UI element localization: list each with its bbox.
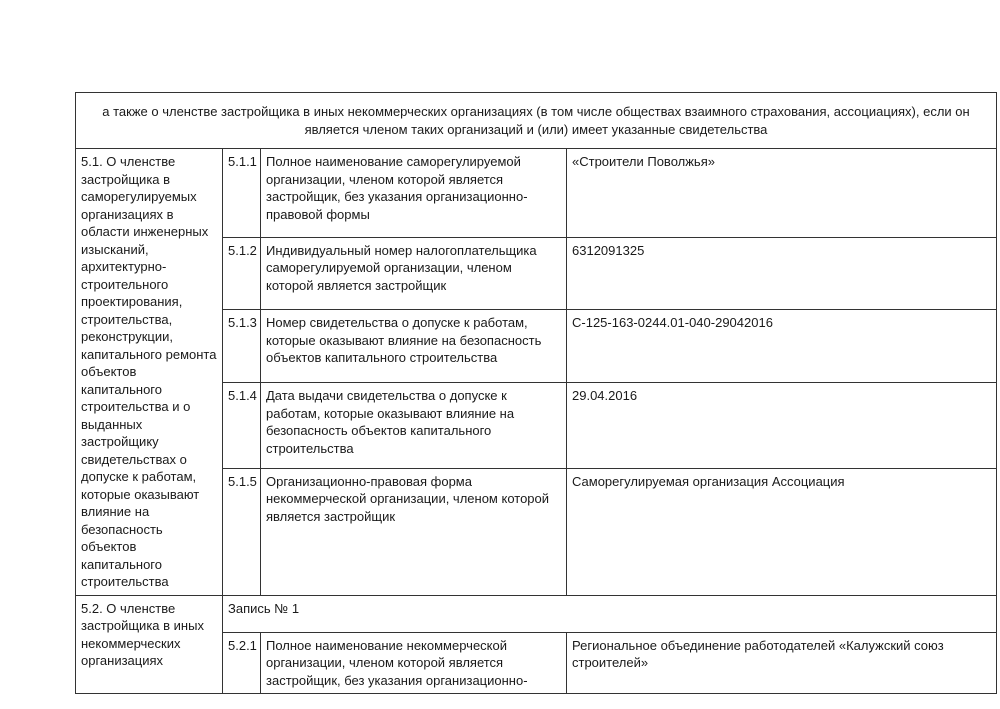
header-row: [76, 93, 997, 149]
row-value: Саморегулируемая организация Ассоциация: [567, 468, 997, 595]
row-number: 5.2.1: [223, 632, 261, 694]
row-label: Полное наименование саморегулируемой организации, членом которой является застройщик, без указания организационно-правовой формы: [261, 149, 567, 238]
table-header: а также о членстве застройщика в иных некоммерческих организациях (в том числе обществах взаимного страхования, ассоциациях), если он является членом таких организаций и (или) имеет указанные свидетельства: [76, 93, 997, 149]
section-5-1-title: 5.1. О членстве застройщика в саморегулируемых организациях в области инженерных изысканий, архитектурно-строительного проектирования, строительства, реконструкции, капитального ремонта объектов капитального строительства и о выданных застройщику свидетельствах о допуске к работам, которые оказывают влияние на безопасность объектов капитального строительства: [76, 149, 223, 596]
row-value: 6312091325: [567, 237, 997, 310]
row-value: Региональное объединение работодателей «Калужский союз строителей»: [567, 632, 997, 694]
row-value: 29.04.2016: [567, 383, 997, 469]
row-label: Организационно-правовая форма некоммерческой организации, членом которой является застройщик: [261, 468, 567, 595]
record-label: Запись № 1: [223, 595, 997, 632]
table-row: [76, 149, 997, 238]
record-row: [76, 595, 997, 632]
row-label: Номер свидетельства о допуске к работам, которые оказывают влияние на безопасность объектов капитального строительства: [261, 310, 567, 383]
row-number: 5.1.5: [223, 468, 261, 595]
row-number: 5.1.1: [223, 149, 261, 238]
developer-membership-table: [75, 92, 997, 694]
row-value: «Строители Поволжья»: [567, 149, 997, 238]
row-number: 5.1.2: [223, 237, 261, 310]
row-number: 5.1.3: [223, 310, 261, 383]
row-label: Полное наименование некоммерческой организации, членом которой является застройщик, без указания организационно-: [261, 632, 567, 694]
row-label: Дата выдачи свидетельства о допуске к работам, которые оказывают влияние на безопасность объектов капитального строительства: [261, 383, 567, 469]
section-5-2-title: 5.2. О членстве застройщика в иных некоммерческих организациях: [76, 595, 223, 694]
row-number: 5.1.4: [223, 383, 261, 469]
row-value: С-125-163-0244.01-040-29042016: [567, 310, 997, 383]
row-label: Индивидуальный номер налогоплательщика саморегулируемой организации, членом которой является застройщик: [261, 237, 567, 310]
